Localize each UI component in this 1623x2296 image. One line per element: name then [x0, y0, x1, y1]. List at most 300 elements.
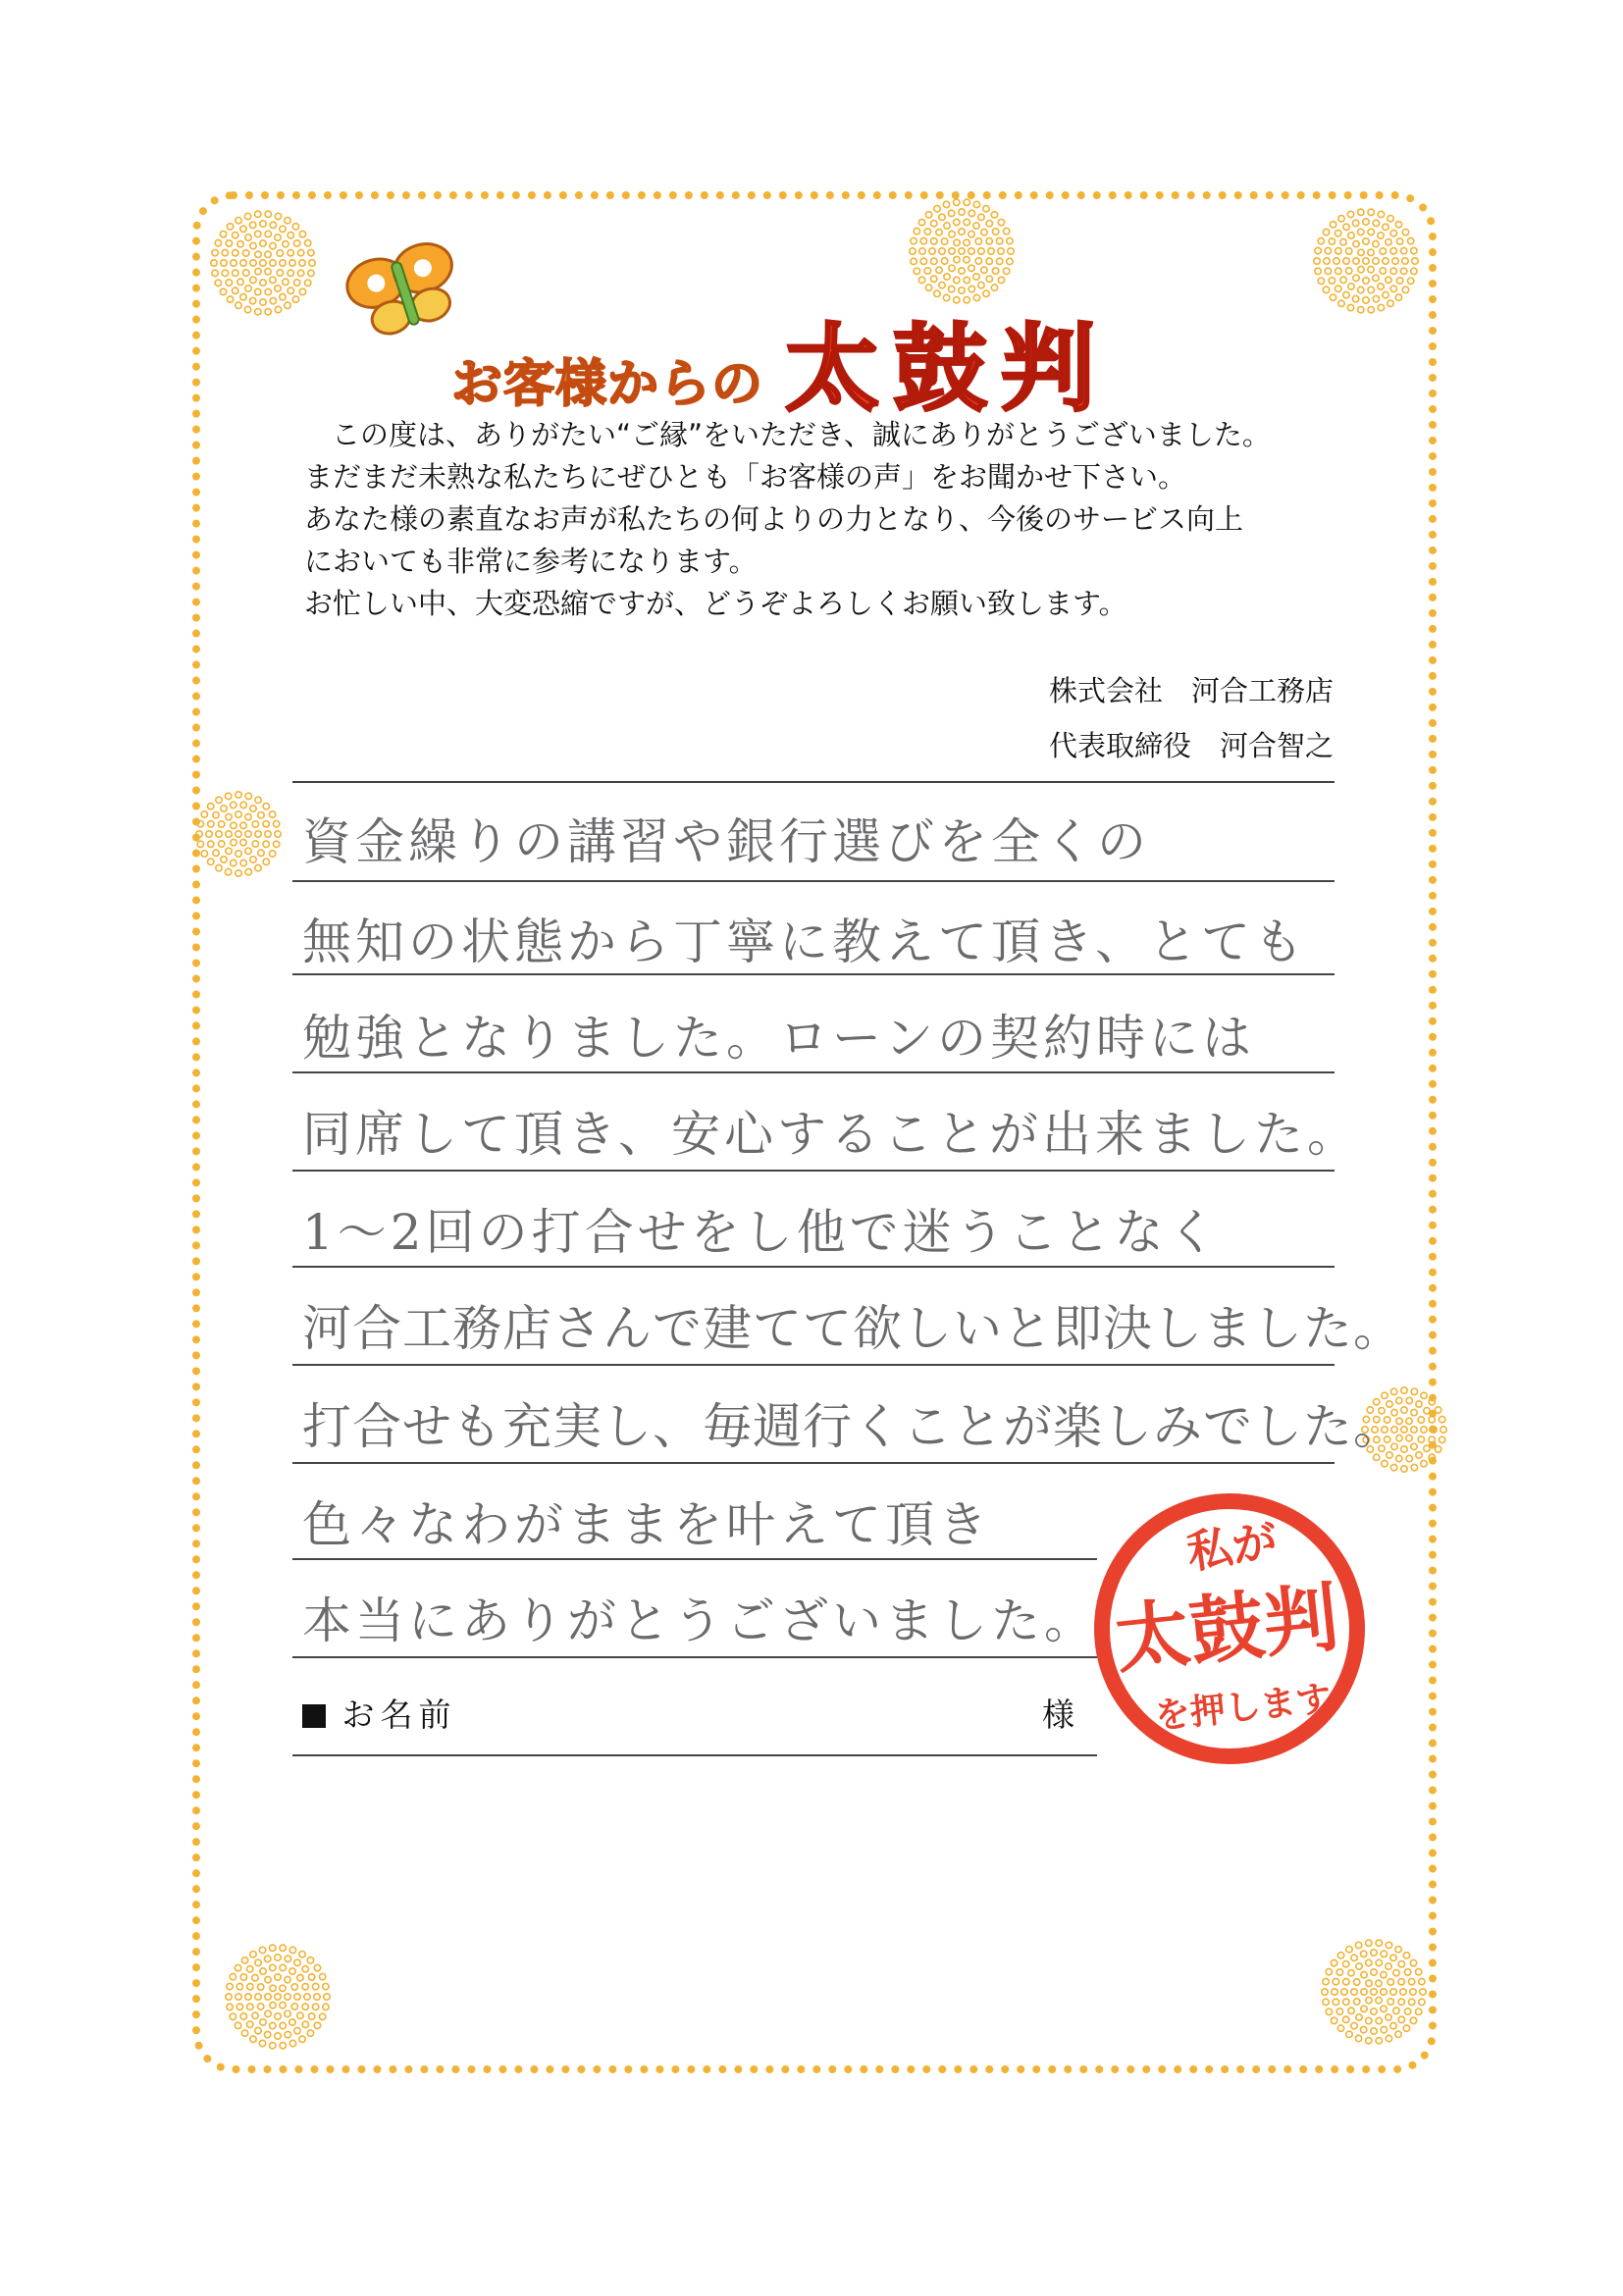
decorative-dot — [1410, 1989, 1416, 1995]
decorative-dot — [1325, 268, 1331, 274]
decorative-dot — [1418, 1417, 1424, 1423]
decorative-dot — [1408, 1978, 1414, 1984]
decorative-dot — [299, 1951, 305, 1957]
decorative-dot — [312, 2004, 318, 2009]
decorative-dot — [314, 1994, 320, 2000]
decorative-dot — [288, 233, 293, 238]
decorative-dot — [1421, 1392, 1427, 1398]
decorative-dot — [1378, 284, 1384, 289]
decorative-dot — [255, 231, 261, 236]
decorative-dot — [265, 231, 271, 236]
decorative-dot — [240, 226, 246, 232]
decorative-dot — [1411, 1388, 1417, 1394]
decorative-dot — [1411, 1464, 1417, 1470]
handwritten-line: 勉強となりました。ローンの契約時には — [302, 1010, 1255, 1067]
decorative-dot — [1324, 258, 1330, 264]
decorative-dot — [918, 277, 924, 283]
decorative-dot — [1398, 1961, 1404, 1967]
decorative-dot — [252, 1975, 258, 1981]
decorative-dot — [986, 221, 992, 227]
decorative-dot — [297, 249, 303, 255]
decorative-dot — [1415, 1968, 1421, 1974]
decorative-dot — [991, 285, 997, 290]
decorative-dot — [201, 811, 207, 817]
decorative-dot — [1381, 2026, 1387, 2032]
decorative-dot — [247, 2021, 253, 2027]
decorative-dot — [1336, 2009, 1342, 2014]
decorative-dot — [1415, 2009, 1421, 2014]
decorative-dot — [991, 212, 997, 218]
decorative-dot — [221, 806, 227, 811]
decorative-dot — [270, 1985, 276, 1991]
decorative-dot — [208, 804, 214, 809]
decorative-dot — [1329, 278, 1335, 284]
decorative-dot — [222, 270, 228, 276]
decorative-dot — [992, 268, 998, 274]
decorative-dot — [231, 860, 236, 865]
decorative-dot — [1395, 222, 1401, 228]
decorative-dot — [1424, 1445, 1430, 1451]
decorative-dot — [299, 288, 305, 294]
decorative-dot — [323, 2004, 329, 2009]
decorative-dot — [233, 287, 238, 293]
decorative-dot — [998, 277, 1004, 283]
decorative-dot — [1343, 1961, 1349, 1967]
decorative-dot — [1400, 268, 1406, 274]
decorative-dot — [280, 226, 286, 232]
decorative-dot — [988, 248, 994, 254]
decorative-dot — [1343, 224, 1349, 230]
decorative-dot — [259, 2040, 265, 2046]
decorative-dot — [925, 212, 931, 218]
decorative-dot — [1376, 1997, 1382, 2003]
corner-dot-flower-top-left — [184, 184, 341, 341]
decorative-dot — [914, 228, 919, 234]
decorative-dot — [312, 1983, 318, 1989]
decorative-dot — [245, 813, 251, 819]
decorative-dot — [918, 219, 924, 225]
page-title — [451, 294, 1110, 424]
decorative-dot — [1393, 2008, 1399, 2013]
intro-line: お忙しい中、大変恐縮ですが、どうぞよろしくお願い致します。 — [304, 587, 1127, 620]
decorative-dot — [236, 302, 241, 308]
page-title-prefix: お客様からの — [451, 355, 764, 414]
decorative-dot — [1407, 237, 1413, 243]
decorative-dot — [1378, 211, 1384, 217]
decorative-dot — [941, 258, 947, 264]
decorative-dot — [1329, 238, 1335, 244]
intro-line: この度は、ありがたい“ご縁”をいただき、誠にありがとうございました。 — [332, 418, 1271, 451]
dot-flower-top-center — [903, 192, 1021, 310]
decorative-dot — [1373, 275, 1379, 281]
decorative-dot — [275, 831, 281, 837]
decorative-dot — [914, 268, 919, 274]
decorative-dot — [1322, 1989, 1328, 1995]
decorative-dot — [1326, 2009, 1332, 2014]
decorative-dot — [1338, 300, 1344, 306]
decorative-dot — [289, 1968, 295, 1974]
decorative-dot — [245, 235, 251, 240]
decorative-dot — [265, 2010, 271, 2016]
stamp-text-main: 太鼓判 — [1111, 1573, 1343, 1684]
decorative-dot — [1332, 1989, 1337, 1995]
decorative-dot — [1398, 1999, 1404, 2005]
decorative-dot — [240, 1974, 246, 1980]
decorative-dot — [920, 258, 926, 264]
decorative-dot — [280, 260, 286, 266]
decorative-dot — [1366, 1959, 1372, 1965]
decorative-dot — [215, 239, 221, 245]
decorative-dot — [302, 2004, 308, 2009]
decorative-dot — [954, 219, 960, 225]
decorative-dot — [244, 306, 250, 312]
decorative-dot — [242, 270, 248, 276]
decorative-dot — [241, 1957, 247, 1963]
decorative-dot — [1373, 220, 1379, 226]
decorative-dot — [1421, 1460, 1427, 1466]
decorative-dot — [931, 221, 937, 227]
decorative-dot — [237, 279, 243, 285]
decorative-dot — [1386, 1942, 1391, 1948]
decorative-dot — [275, 213, 281, 219]
decorative-dot — [240, 822, 246, 828]
decorative-dot — [1360, 1951, 1366, 1957]
decorative-dot — [1393, 1970, 1399, 1976]
decorative-dot — [934, 205, 940, 211]
decorative-dot — [964, 239, 969, 245]
decorative-dot — [231, 839, 236, 845]
ruled-line — [292, 1364, 1335, 1366]
decorative-dot — [1348, 233, 1354, 238]
decorative-dot — [255, 797, 261, 803]
decorative-dot — [1361, 1971, 1367, 1977]
butterfly-icon — [343, 239, 467, 347]
decorative-dot — [1400, 247, 1406, 253]
decorative-dot — [1395, 294, 1401, 300]
decorative-dot — [242, 250, 248, 256]
decorative-dot — [944, 274, 950, 280]
decorative-dot — [1358, 229, 1364, 235]
decorative-dot — [1412, 258, 1418, 264]
decorative-dot — [1348, 1970, 1354, 1976]
decorative-dot — [273, 841, 279, 847]
decorative-dot — [1333, 1999, 1338, 2005]
decorative-dot — [1363, 258, 1369, 264]
decorative-dot — [216, 864, 222, 870]
decorative-dot — [230, 2013, 236, 2019]
decorative-dot — [1440, 1427, 1446, 1433]
decorative-dot — [964, 219, 969, 225]
decorative-dot — [275, 1994, 281, 2000]
decorative-dot — [297, 270, 303, 276]
decorative-dot — [277, 270, 283, 276]
decorative-dot — [1371, 2009, 1377, 2014]
decorative-dot — [289, 1947, 295, 1953]
decorative-dot — [297, 2012, 303, 2018]
decorative-dot — [948, 210, 954, 216]
decorative-dot — [226, 848, 232, 854]
decorative-dot — [949, 265, 955, 271]
ruled-line — [292, 1656, 1097, 1658]
decorative-dot — [275, 306, 281, 312]
decorative-dot — [265, 309, 271, 315]
decorative-dot — [992, 229, 998, 235]
decorative-dot — [1406, 1455, 1412, 1461]
decorative-dot — [270, 260, 276, 266]
decorative-dot — [969, 265, 974, 271]
decorative-dot — [257, 2004, 263, 2009]
decorative-dot — [1336, 1969, 1342, 1975]
decorative-dot — [1371, 2028, 1377, 2034]
decorative-dot — [1381, 1971, 1387, 1977]
decorative-dot — [1431, 1427, 1437, 1433]
decorative-dot — [1435, 1446, 1440, 1452]
decorative-dot — [245, 831, 251, 837]
decorative-dot — [208, 841, 214, 847]
decorative-dot — [260, 260, 266, 266]
decorative-dot — [285, 302, 290, 308]
decorative-dot — [1406, 1435, 1412, 1440]
decorative-dot — [231, 802, 236, 808]
decorative-dot — [1343, 1999, 1349, 2005]
decorative-dot — [949, 231, 955, 236]
decorative-dot — [225, 793, 231, 799]
decorative-dot — [270, 277, 276, 283]
decorative-dot — [1418, 1436, 1424, 1442]
decorative-dot — [1007, 237, 1013, 243]
decorative-dot — [1361, 2006, 1367, 2011]
decorative-dot — [270, 2002, 276, 2008]
decorative-dot — [1390, 1464, 1396, 1470]
decorative-dot — [931, 276, 937, 282]
decorative-dot — [289, 2040, 295, 2046]
decorative-dot — [260, 2019, 266, 2025]
decorative-dot — [1420, 1989, 1426, 1995]
decorative-dot — [1390, 1955, 1396, 1960]
decorative-dot — [1416, 1401, 1422, 1407]
decorative-dot — [1361, 1989, 1367, 1995]
decorative-dot — [245, 1994, 251, 2000]
decorative-dot — [247, 1984, 253, 1990]
decorative-dot — [250, 260, 256, 266]
decorative-dot — [1439, 1416, 1444, 1422]
decorative-dot — [275, 2033, 281, 2039]
decorative-dot — [265, 831, 271, 837]
decorative-dot — [216, 831, 222, 837]
decorative-dot — [265, 268, 271, 274]
decorative-dot — [1435, 1407, 1440, 1413]
decorative-dot — [233, 250, 238, 256]
dot-flower-left-middle — [184, 780, 292, 888]
decorative-dot — [236, 792, 241, 798]
decorative-dot — [275, 286, 281, 291]
company-signature — [1049, 663, 1334, 773]
decorative-dot — [258, 812, 264, 818]
decorative-dot — [1406, 1418, 1412, 1424]
decorative-dot — [1345, 248, 1351, 254]
decorative-dot — [936, 267, 942, 273]
decorative-dot — [954, 256, 960, 262]
decorative-dot — [265, 1976, 271, 1982]
decorative-dot — [230, 1973, 236, 1979]
decorative-dot — [265, 1994, 271, 2000]
decorative-dot — [1396, 238, 1402, 244]
decorative-dot — [231, 260, 236, 266]
decorative-dot — [247, 1966, 253, 1972]
decorative-dot — [954, 239, 960, 245]
decorative-dot — [1395, 1946, 1401, 1952]
decorative-dot — [1390, 286, 1396, 291]
decorative-dot — [257, 1984, 263, 1990]
decorative-dot — [259, 1947, 265, 1953]
decorative-dot — [250, 1951, 256, 1957]
decorative-dot — [1335, 286, 1341, 291]
decorative-dot — [939, 248, 945, 254]
decorative-dot — [1371, 1950, 1377, 1956]
decorative-dot — [240, 860, 246, 865]
decorative-dot — [255, 1959, 261, 1965]
decorative-dot — [270, 1945, 276, 1951]
honorific-label: 様 — [1042, 1696, 1074, 1734]
decorative-dot — [1401, 1466, 1407, 1472]
decorative-dot — [1368, 266, 1374, 272]
decorative-dot — [978, 248, 984, 254]
ruled-line — [292, 1462, 1335, 1464]
decorative-dot — [216, 797, 222, 803]
decorative-dot — [969, 231, 974, 236]
decorative-dot — [1387, 300, 1393, 306]
decorative-dot — [1363, 238, 1369, 244]
decorative-dot — [265, 288, 271, 294]
decorative-dot — [1386, 277, 1391, 283]
decorative-dot — [1411, 1427, 1417, 1433]
decorative-dot — [245, 868, 251, 874]
decorative-dot — [227, 2004, 233, 2009]
decorative-dot — [1406, 1397, 1412, 1403]
decorative-dot — [1318, 237, 1324, 243]
decorative-dot — [1380, 248, 1386, 254]
decorative-dot — [275, 1955, 281, 1960]
decorative-dot — [1331, 2017, 1336, 2023]
decorative-dot — [294, 2027, 300, 2033]
decorative-dot — [218, 821, 224, 827]
decorative-dot — [1360, 2026, 1366, 2032]
name-label: お名前 — [341, 1696, 457, 1734]
decorative-dot — [978, 282, 984, 287]
decorative-dot — [1314, 258, 1320, 264]
decorative-dot — [297, 1975, 303, 1981]
decorative-dot — [1352, 295, 1358, 301]
decorative-dot — [1380, 268, 1386, 274]
decorative-dot — [227, 1983, 233, 1989]
decorative-dot — [1366, 2038, 1372, 2044]
decorative-dot — [252, 841, 258, 847]
decorative-dot — [236, 811, 241, 817]
decorative-dot — [293, 240, 299, 246]
decorative-dot — [910, 248, 916, 254]
decorative-dot — [1341, 1989, 1347, 1995]
decorative-dot — [277, 250, 283, 256]
decorative-dot — [270, 222, 276, 228]
decorative-dot — [280, 1945, 286, 1951]
decorative-dot — [1351, 2022, 1357, 2028]
decorative-dot — [1343, 291, 1349, 297]
decorative-dot — [975, 238, 981, 244]
decorative-dot — [1363, 219, 1369, 225]
decorative-dot — [249, 222, 255, 228]
decorative-dot — [226, 1994, 232, 2000]
decorative-dot — [1323, 287, 1329, 292]
decorative-dot — [1386, 1963, 1391, 1969]
decorative-dot — [1358, 307, 1364, 313]
decorative-dot — [270, 242, 276, 248]
decorative-dot — [959, 209, 965, 215]
decorative-dot — [1429, 1399, 1435, 1405]
decorative-dot — [1323, 1999, 1329, 2005]
decorative-dot — [241, 2030, 247, 2036]
decorative-dot — [1402, 287, 1408, 292]
decorative-dot — [258, 850, 264, 856]
decorative-dot — [1386, 2035, 1391, 2041]
ruled-line — [292, 1266, 1335, 1268]
decorative-dot — [1383, 291, 1388, 297]
decorative-dot — [289, 2019, 295, 2025]
decorative-dot — [1408, 1999, 1414, 2005]
decorative-dot — [941, 238, 947, 244]
decorative-dot — [1353, 275, 1359, 281]
decorative-dot — [263, 859, 269, 864]
handwritten-line: 河合工務店さんで建てて欲しいと即決しました。 — [302, 1300, 1403, 1357]
taikoban-stamp — [1087, 1482, 1372, 1776]
decorative-dot — [1366, 1980, 1372, 1986]
decorative-dot — [1429, 1454, 1435, 1460]
decorative-dot — [969, 286, 974, 291]
ruled-line — [292, 1071, 1335, 1073]
decorative-dot — [280, 2002, 286, 2008]
decorative-dot — [1398, 2016, 1404, 2022]
decorative-dot — [285, 217, 290, 223]
decorative-dot — [1347, 211, 1353, 217]
decorative-dot — [289, 260, 295, 266]
decorative-dot — [939, 282, 945, 287]
decorative-dot — [263, 804, 269, 809]
decorative-dot — [255, 864, 261, 870]
decorative-dot — [1318, 278, 1324, 284]
decorative-dot — [1403, 2025, 1409, 2031]
decorative-dot — [304, 280, 310, 286]
decorative-dot — [206, 831, 212, 837]
decorative-dot — [1366, 1997, 1372, 2003]
decorative-dot — [1348, 284, 1354, 289]
decorative-dot — [959, 248, 965, 254]
decorative-dot — [275, 2013, 281, 2019]
decorative-dot — [294, 1959, 300, 1965]
decorative-dot — [299, 260, 305, 266]
decorative-dot — [1366, 1940, 1372, 1946]
decorative-dot — [1376, 1980, 1382, 1986]
decorative-dot — [1411, 268, 1417, 274]
decorative-dot — [255, 211, 261, 217]
decorative-dot — [1387, 1979, 1393, 1985]
decorative-dot — [1376, 2038, 1382, 2044]
decorative-dot — [936, 230, 942, 235]
decorative-dot — [996, 237, 1002, 243]
decorative-dot — [269, 811, 275, 817]
decorative-dot — [291, 2004, 297, 2009]
ruled-line — [292, 1558, 1097, 1560]
decorative-dot — [226, 831, 232, 837]
decorative-dot — [1353, 1979, 1359, 1985]
